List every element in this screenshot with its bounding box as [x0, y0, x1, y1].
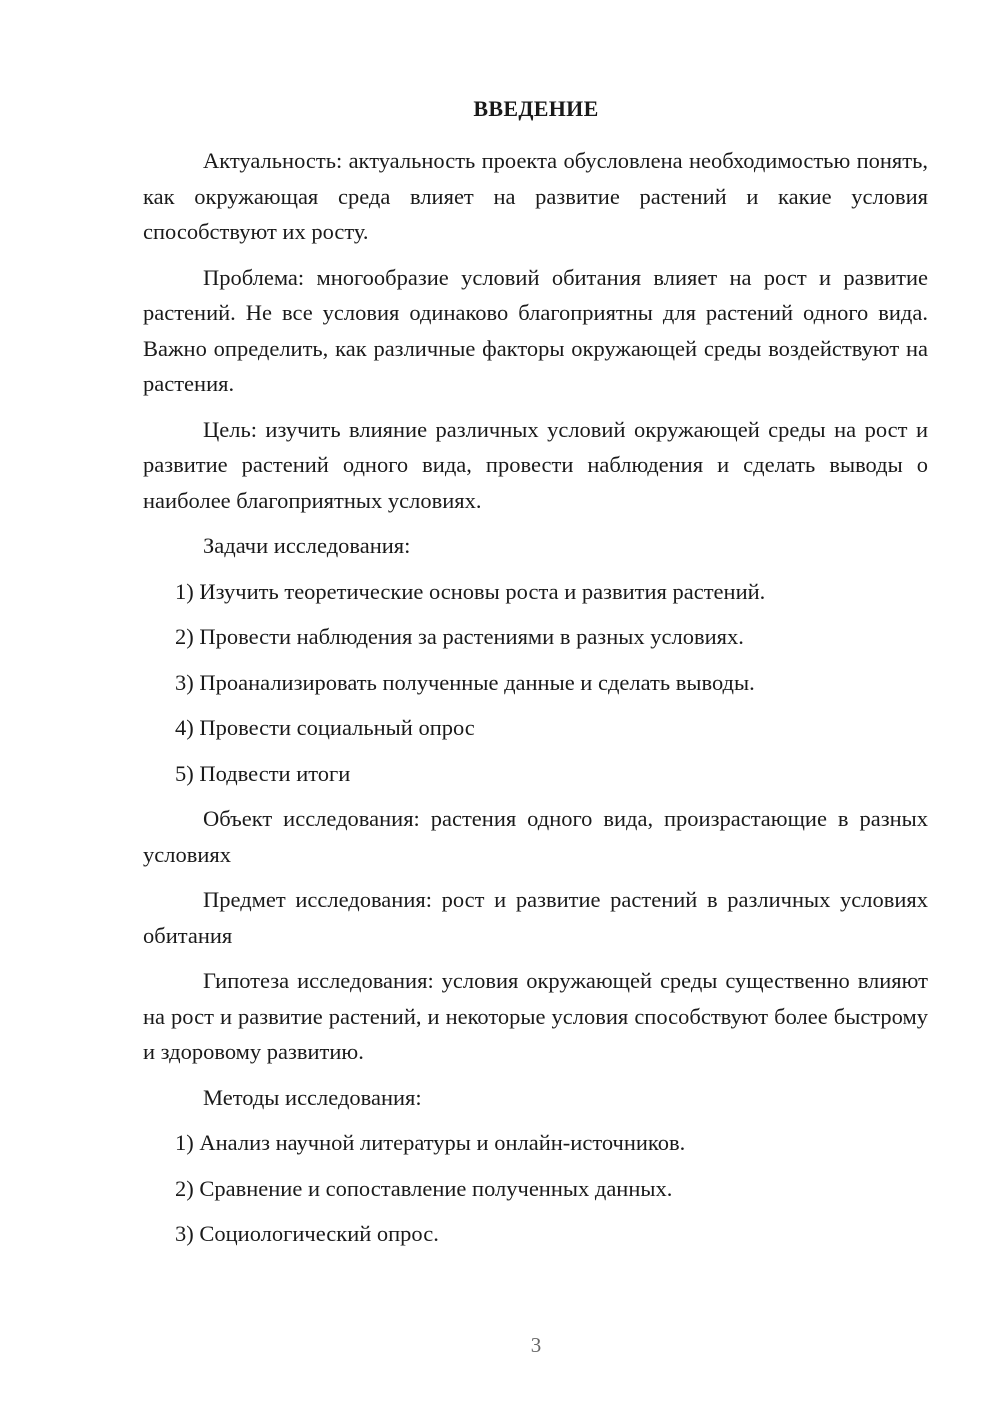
- goal-paragraph: Цель: изучить влияние различных условий окружающей среды на рост и развитие растений одного вида, провести наблюдения и сделать выводы о наиболее благоприятных условиях.: [143, 416, 928, 513]
- subject-paragraph: Предмет исследования: рост и развитие растений в различных условиях обитания: [143, 887, 928, 948]
- object-paragraph: Объект исследования: растения одного вида, произрастающие в разных условиях: [143, 806, 928, 867]
- tasks-list: [143, 574, 928, 792]
- page-title: ВВЕДЕНИЕ: [473, 96, 599, 121]
- list-item: 4) Провести социальный опрос: [175, 715, 475, 740]
- problem-paragraph: Проблема: многообразие условий обитания влияет на рост и развитие растений. Не все условия одинаково благоприятны для растений одного вида. Важно определить, как различные факторы окружающей среды воздействуют на растения.: [143, 264, 928, 396]
- relevance-paragraph: Актуальность: актуальность проекта обусловлена необходимостью понять, как окружающая среда влияет на развитие растений и какие условия способствуют их росту.: [143, 148, 928, 244]
- list-item: 2) Провести наблюдения за растениями в разных условиях.: [175, 624, 744, 649]
- list-item: 2) Сравнение и сопоставление полученных данных.: [175, 1175, 673, 1201]
- page-number: 3: [530, 1333, 542, 1357]
- list-item: 5) Подвести итоги: [175, 760, 351, 786]
- document-body: [143, 143, 928, 1262]
- list-item: 3) Проанализировать полученные данные и сделать выводы.: [175, 669, 755, 695]
- list-item: 1) Изучить теоретические основы роста и развития растений.: [175, 578, 766, 604]
- list-item: 3) Социологический опрос.: [175, 1221, 439, 1246]
- methods-heading: Методы исследования:: [203, 1084, 422, 1110]
- list-item: 1) Анализ научной литературы и онлайн-источников.: [175, 1130, 686, 1155]
- tasks-heading: Задачи исследования:: [203, 533, 411, 558]
- methods-list: [143, 1125, 928, 1252]
- hypothesis-paragraph: Гипотеза исследования: условия окружающей среды существенно влияют на рост и развитие растений, и некоторые условия способствуют более быстрому и здоровому развитию.: [143, 968, 928, 1064]
